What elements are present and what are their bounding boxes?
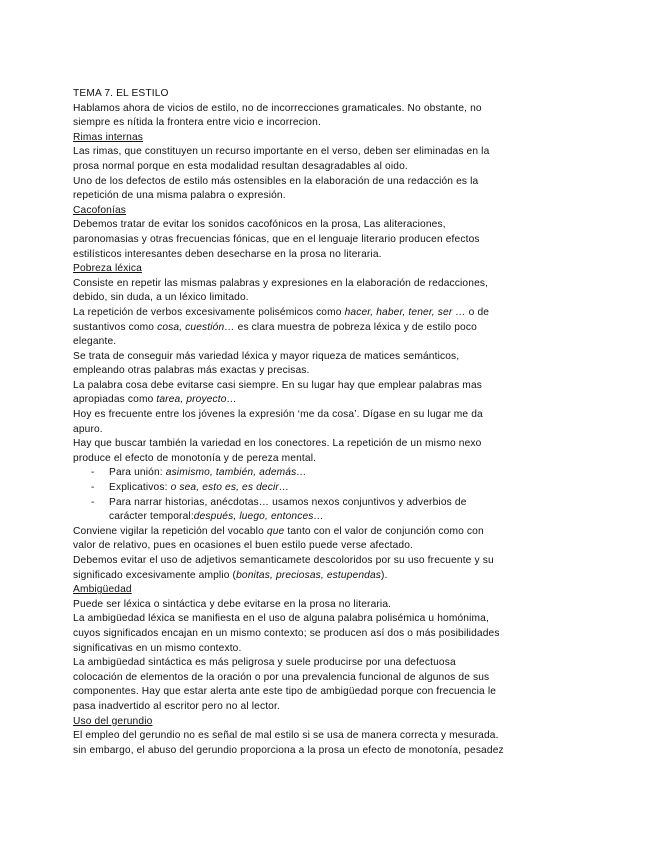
text-run: Conviene vigilar la repetición del vocablo — [73, 525, 267, 537]
list-item — [73, 481, 523, 496]
connector-list — [73, 466, 523, 524]
paragraph-line: La ambigüedad léxica se manifiesta en el uso de alguna palabra polisémica u homónima, — [73, 613, 489, 625]
list-item — [73, 466, 523, 481]
emphasis-text: tarea, proyecto… — [156, 394, 237, 406]
section-heading-gerundio: Uso del gerundio — [73, 715, 153, 727]
paragraph-line: Consiste en repetir las mismas palabras y expresiones en la elaboración de redacciones, — [73, 277, 489, 289]
paragraph-line: Hay que buscar también la variedad en los conectores. La repetición de un mismo nexo — [73, 438, 482, 450]
list-dash: - — [91, 482, 95, 494]
emphasis-text: bonitas, preciosas, estupendas — [236, 569, 382, 581]
emphasis-text: hacer, haber, tener, ser … — [344, 306, 466, 318]
paragraph-line — [73, 321, 523, 336]
document-page — [73, 87, 523, 758]
paragraph-line: Hoy es frecuente entre los jóvenes la expresión ‘me da cosa’. Dígase en su lugar me da — [73, 409, 483, 421]
text-run: apropiadas como — [73, 394, 157, 406]
intro-line: siempre es nítida la frontera entre vicio e incorrecion. — [73, 117, 321, 129]
paragraph-line: significativas en un mismo contexto. — [73, 642, 242, 654]
text-run: Explicativos: — [109, 482, 171, 494]
paragraph-line: componentes. Hay que estar alerta ante este tipo de ambigüedad porque con frecuencia le — [73, 686, 497, 698]
list-dash: - — [91, 467, 95, 479]
paragraph-line: Uno de los defectos de estilo más ostensibles en la elaboración de una redacción es la — [73, 175, 479, 187]
list-item-continuation — [73, 510, 523, 525]
paragraph-line: sin embargo, el abuso del gerundio proporciona a la prosa un efecto de monotonía, pesadez — [73, 744, 504, 756]
paragraph-line: pasa inadvertido al escritor pero no al lector. — [73, 700, 280, 712]
text-run: sustantivos como — [73, 321, 158, 333]
paragraph-line: El empleo del gerundio no es señal de mal estilo si se usa de manera correcta y mesurada. — [73, 730, 499, 742]
text-run: carácter temporal: — [109, 511, 194, 523]
paragraph-line: Debemos tratar de evitar los sonidos cacofónicos en la prosa, Las aliteraciones, — [73, 219, 446, 231]
paragraph-line: apuro. — [73, 423, 103, 435]
paragraph-line: paronomasias y otras frecuencias fónicas, que en el lenguaje literario producen efectos — [73, 233, 480, 245]
paragraph-line: prosa normal porque en esta modalidad resultan desagradables al oido. — [73, 160, 408, 172]
paragraph-line — [73, 525, 523, 540]
paragraph-line — [73, 393, 523, 408]
text-run: o de — [465, 306, 490, 318]
text-run: ). — [381, 569, 388, 581]
text-run: Para unión: — [109, 467, 166, 479]
paragraph-line: La ambigüedad sintáctica es más peligrosa y suele producirse por una defectuosa — [73, 657, 456, 669]
paragraph-line — [73, 306, 523, 321]
paragraph-line: cuyos significados encajan en un mismo contexto; se producen así dos o más posibilidades — [73, 627, 500, 639]
text-run: significado excesivamente amplio ( — [73, 569, 237, 581]
paragraph-line: colocación de elementos de la oración o por una prevalencia funcional de algunos de sus — [73, 671, 490, 683]
text-run: tanto con el valor de conjunción como con — [284, 525, 484, 537]
emphasis-text: después, luego, entonces… — [193, 511, 324, 523]
paragraph-line: La palabra cosa debe evitarse casi siempre. En su lugar hay que emplear palabras mas — [73, 379, 483, 391]
section-heading-ambiguedad: Ambigüedad — [73, 584, 132, 596]
text-run: Para narrar historias, anécdotas… usamos nexos conjuntivos y adverbios de — [109, 496, 467, 508]
paragraph-line: Se trata de conseguir más variedad léxica y mayor riqueza de matices semánticos, — [73, 350, 460, 362]
paragraph-line: estilísticos interesantes deben desecharse en la prosa no literaria. — [73, 248, 382, 260]
section-heading-cacofonias: Cacofonías — [73, 204, 127, 216]
paragraph-line: Debemos evitar el uso de adjetivos semanticamete descoloridos por su uso frecuente y su — [73, 555, 494, 566]
text-run: es clara muestra de pobreza léxica y de estilo poco — [234, 321, 477, 333]
emphasis-text: asimismo, también, además… — [165, 467, 307, 479]
paragraph-line: repetición de una misma palabra o expresión. — [73, 190, 286, 202]
paragraph-line: debido, sin duda, a un léxico limitado. — [73, 292, 249, 304]
section-heading-pobreza: Pobreza léxica — [73, 263, 142, 275]
list-item — [73, 496, 523, 511]
emphasis-text: cosa, cuestión… — [157, 321, 235, 333]
emphasis-text: que — [266, 525, 285, 537]
paragraph-line — [73, 569, 523, 584]
document-title: TEMA 7. EL ESTILO — [73, 88, 169, 99]
emphasis-text: o sea, esto es, es decir… — [170, 482, 290, 494]
paragraph-line: produce el efecto de monotonía y de pereza mental. — [73, 452, 317, 464]
list-dash: - — [91, 496, 95, 508]
text-run: La repetición de verbos excesivamente polisémicos como — [73, 306, 345, 318]
paragraph-line: Puede ser léxica o sintáctica y debe evitarse en la prosa no literaria. — [73, 598, 392, 610]
section-heading-rimas: Rimas internas — [73, 131, 144, 143]
paragraph-line: elegante. — [73, 336, 117, 348]
paragraph-line: Las rimas, que constituyen un recurso importante en el verso, deben ser eliminadas en la — [73, 146, 490, 158]
intro-line: Hablamos ahora de vicios de estilo, no de incorrecciones gramaticales. No obstante, no — [73, 102, 482, 114]
paragraph-line: empleando otras palabras más exactas y precisas. — [73, 365, 310, 377]
paragraph-line: valor de relativo, pues en ocasiones el buen estilo puede verse afectado. — [73, 540, 413, 552]
